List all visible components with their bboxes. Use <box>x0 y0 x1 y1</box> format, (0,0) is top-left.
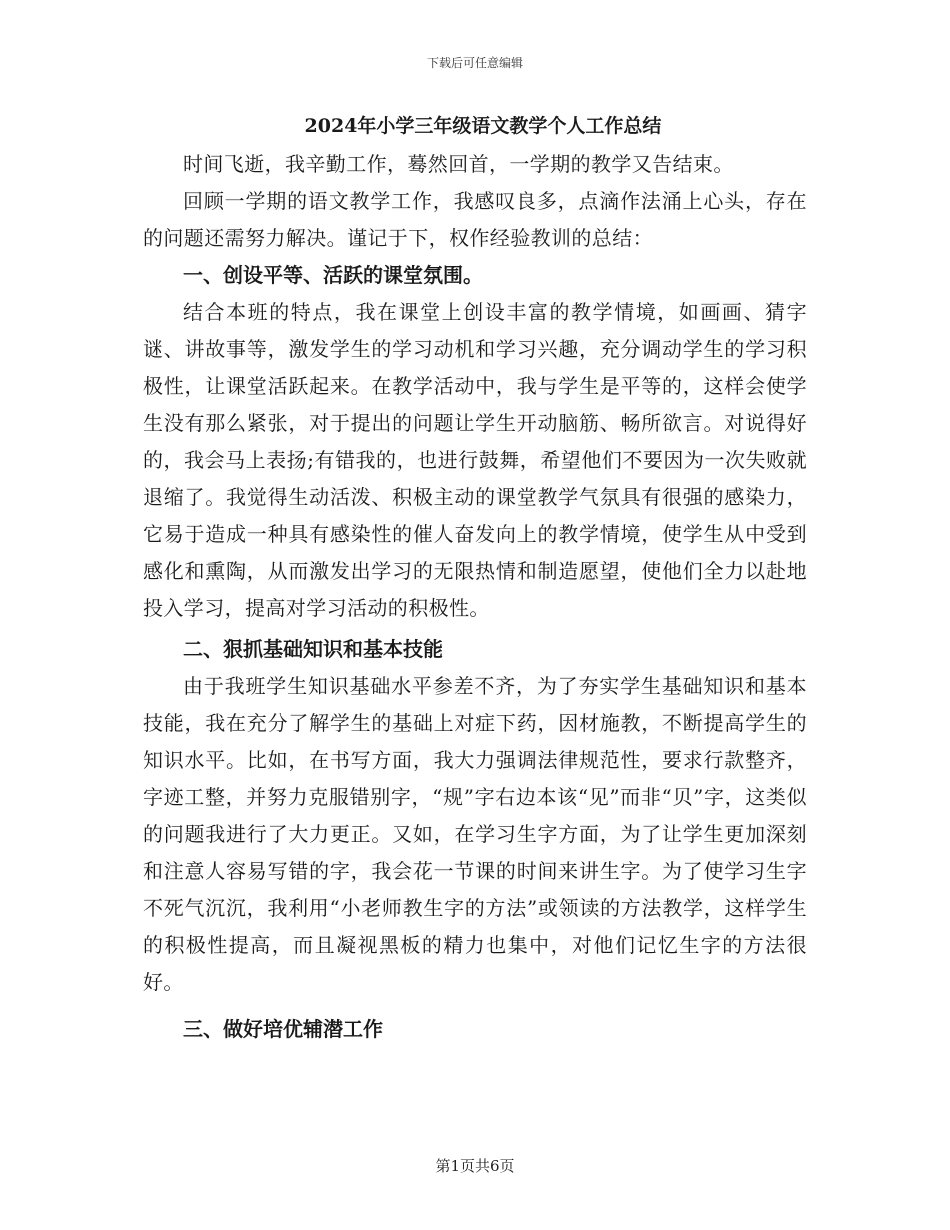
section-paragraph-1: 结合本班的特点，我在课堂上创设丰富的教学情境，如画画、猜字谜、讲故事等，激发学生的学习动机和学习兴趣，充分调动学生的学习积极性，让课堂活跃起来。在教学活动中，我与学生是平等的，这样会使学生没有那么紧张，对于提出的问题让学生开动脑筋、畅所欲言。对说得好的，我会马上表扬;有错我的，也进行鼓舞，希望他们不要因为一次失败就退缩了。我觉得生动活泼、积极主动的课堂教学气氛具有很强的感染力，它易于造成一种具有感染性的催人奋发向上的教学情境，使学生从中受到感化和熏陶，从而激发出学习的无限热情和制造愿望，使他们全力以赴地投入学习，提高对学习活动的积极性。 <box>143 300 807 620</box>
section-heading-3: 三、做好培优辅潜工作 <box>183 1017 383 1041</box>
section-paragraph-2: 由于我班学生知识基础水平参差不齐，为了夯实学生基础知识和基本技能，我在充分了解学生的基础上对症下药，因材施教，不断提高学生的知识水平。比如，在书写方面，我大力强调法律规范性，要求行款整齐，字迹工整，并努力克服错别字，“规”字右边本该“见”而非“贝”字，这类似的问题我进行了大力更正。又如，在学习生字方面，为了让学生更加深刻和注意人容易写错的字，我会花一节课的时间来讲生字。为了使学习生字不死气沉沉，我利用“小老师教生字的方法”或领读的方法教学，这样学生的积极性提高，而且凝视黑板的精力也集中，对他们记忆生字的方法很好。 <box>143 674 807 994</box>
document-title: 2024年小学三年级语文教学个人工作总结 <box>304 115 662 137</box>
section-heading-2: 二、狠抓基础知识和基本技能 <box>183 637 443 661</box>
page-number-footer: 第1页共6页 <box>435 1157 515 1175</box>
section-heading-1: 一、创设平等、活跃的课堂氛围。 <box>183 263 483 287</box>
header-note: 下载后可任意编辑 <box>426 56 523 70</box>
intro-paragraph-2: 回顾一学期的语文教学工作，我感叹良多，点滴作法涌上心头，存在的问题还需努力解决。谨记于下，权作经验教训的总结： <box>143 189 807 250</box>
intro-paragraph-1: 时间飞逝，我辛勤工作，蓦然回首，一学期的教学又告结束。 <box>183 152 734 176</box>
document-body <box>143 112 807 1048</box>
